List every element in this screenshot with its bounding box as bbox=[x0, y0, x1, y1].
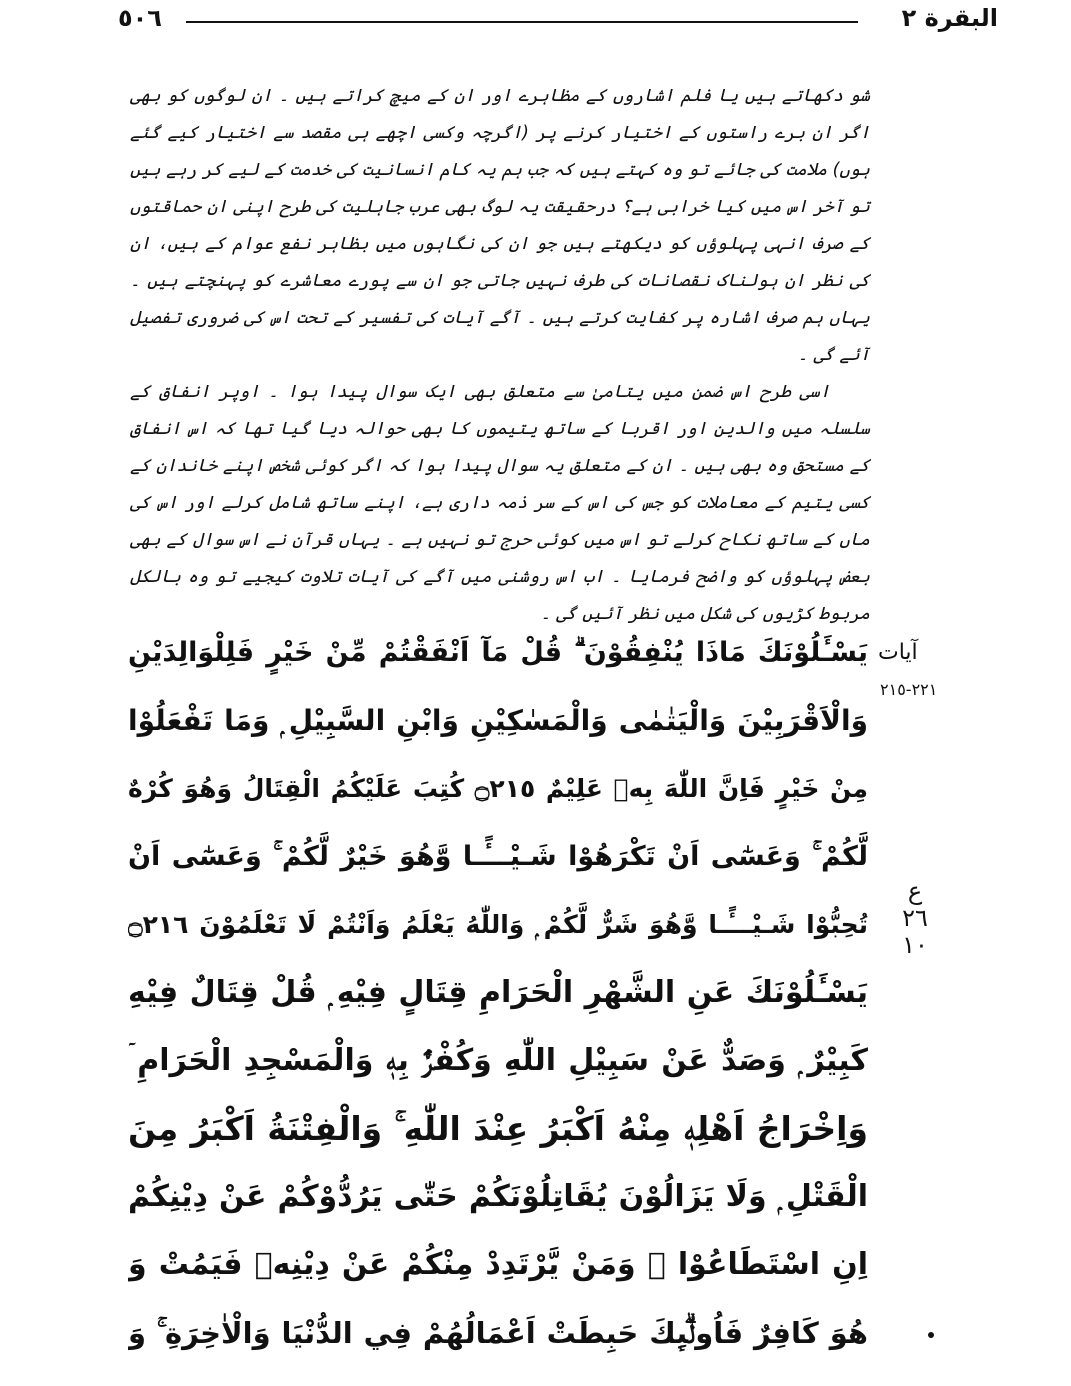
commentary-paragraph-1: شو دکھاتے ہیں یا فلم اشاروں کے مظاہرے اور ان کے میچ کراتے ہیں ۔ ان لوگوں کو بھی اگر ان برے راستوں کے اختیار کرنے پر (اگرچہ وکسی اچھے ہی مقصد سے اختیار کیے گئے ہوں) ملامت کی جائے تو وہ کہتے ہیں کہ جب ہم یہ کام انسانیت کی خدمت کے لیے کر رہے ہیں تو آخر اس میں کیا خرابی ہے؟ درحقیقت یہ لوگ بھی عرب جاہلیت کی طرح اپنی ان حماقتوں کے صرف انہی پہلوؤں کو دیکھتے ہیں جو ان کی نگاہوں میں بظاہر نفع عوام کے ہیں، ان کی نظر ان ہولناک نقصانات کی طرف نہیں جاتی جو ان سے پورے معاشرے کو پہنچتے ہیں ۔ یہاں ہم صرف اشارہ پر کفایت کرتے ہیں ۔ آگے آیات کی تفسیر کے تحت اس کی ضروری تفصیل آئے گی ۔ bbox=[130, 86, 870, 365]
verse-line: يَسْـَٔلُوْنَكَ عَنِ الشَّهْرِ الْحَرَامِ قِتَالٍ فِيْهِ ۭ قُلْ قِتَالٌ فِيْهِ bbox=[128, 975, 868, 1010]
verse-line: ھُوَ كَافِرٌ فَاُولٰۗىِٕكَ حَبِطَتْ اَعْمَالُهُمْ فِي الدُّنْيَا وَالْاٰخِرَةِ ۚ وَ bbox=[128, 1316, 868, 1350]
verse-line: وَالْاَقْرَبِيْنَ وَالْيَتٰمٰى وَالْمَسٰكِيْنِ وَابْنِ السَّبِيْلِ ۭ وَمَا تَفْعَلُوْا bbox=[128, 704, 868, 737]
ayat-label: آیات bbox=[878, 640, 918, 665]
commentary-paragraph-2: اسی طرح اس ضمن میں یتامیٰ سے متعلق بھی ایک سوال پیدا ہوا ۔ اوپر انفاق کے سلسلہ میں والدین اور اقربا کے ساتھ یتیموں کا بھی حوالہ دیا گیا تھا کہ اس انفاق کے مستحق وہ بھی ہیں ۔ ان کے متعلق یہ سوال پیدا ہوا کہ اگر کوئی شخص اپنے خاندان کے کسی یتیم کے معاملات کو جس کی اس کے سر ذمہ داری ہے، اپنے ساتھ شامل کرلے اور اس کی ماں کے ساتھ نکاح کرلے تو اس میں کوئی حرج تو نہیں ہے ۔ یہاں قرآن نے اس سوال کے بھی بعض پہلوؤں کو واضح فرمایا ۔ اب اس روشنی میں آگے کی آیات تلاوت کیجیے تو وہ بالکل مربوط کڑیوں کی شکل میں نظر آئیں گی ۔ bbox=[130, 382, 870, 624]
verse-line: لَّكُمْ ۚ وَعَسٰٓى اَنْ تَكْرَھُوْا شَـيْـــًٔـا وَّھُوَ خَيْرٌ لَّكُمْ ۚ وَعَسٰٓى اَنْ bbox=[128, 841, 868, 872]
verse-line: تُحِبُّوْا شَـيْـــًٔـا وَّھُوَ شَرٌّ لَّكُمْ ۭ وَاللّٰهُ يَعْلَمُ وَاَنْتُمْ لَا تَعْلَمُوْنَ ۝٢١٦ bbox=[128, 910, 868, 939]
page-header bbox=[118, 4, 998, 40]
verse-line: كَبِيْرٌ ۭ وَصَدٌّ عَنْ سَبِيْلِ اللّٰهِ وَكُفْرٌۢ بِهٖ وَالْمَسْجِدِ الْحَرَامِ ۤ bbox=[128, 1043, 868, 1078]
verse-line: يَسْـَٔلُوْنَكَ مَاذَا يُنْفِقُوْنَ ۗ قُلْ مَآ اَنْفَقْتُمْ مِّنْ خَيْرٍ فَلِلْوَالِدَيْنِ bbox=[128, 637, 868, 668]
margin-dot bbox=[928, 1332, 934, 1338]
header-rule bbox=[186, 21, 858, 23]
ayat-range: ٢٢١-٢١٥ bbox=[880, 680, 938, 699]
verse-line: الْقَتْلِ ۭ وَلَا يَزَالُوْنَ يُقَاتِلُوْنَكُمْ حَتّٰى يَرُدُّوْكُمْ عَنْ دِيْنِكُمْ bbox=[128, 1179, 868, 1214]
page-number: ٥٠٦ bbox=[118, 4, 162, 32]
verse-line: مِنْ خَيْرٍ فَاِنَّ اللّٰهَ بِهٖ عَلِيْمٌ ۝٢١٥ كُتِبَ عَلَيْكُمُ الْقِتَالُ وَھُوَ كُرْهٌ bbox=[128, 774, 868, 803]
ruku-marker: ع ٢٦ ١٠ bbox=[902, 877, 928, 959]
verse-line: اِنِ اسْتَطَاعُوْا ۭ وَمَنْ يَّرْتَدِدْ مِنْكُمْ عَنْ دِيْنِهٖ فَيَمُتْ وَ bbox=[128, 1247, 868, 1282]
surah-title: البقرة ٢ bbox=[901, 4, 998, 32]
verse-line: وَاِخْرَاجُ اَھْلِهٖ مِنْهُ اَكْبَرُ عِنْدَ اللّٰهِ ۚ وَالْفِتْنَةُ اَكْبَرُ مِنَ bbox=[128, 1109, 868, 1148]
